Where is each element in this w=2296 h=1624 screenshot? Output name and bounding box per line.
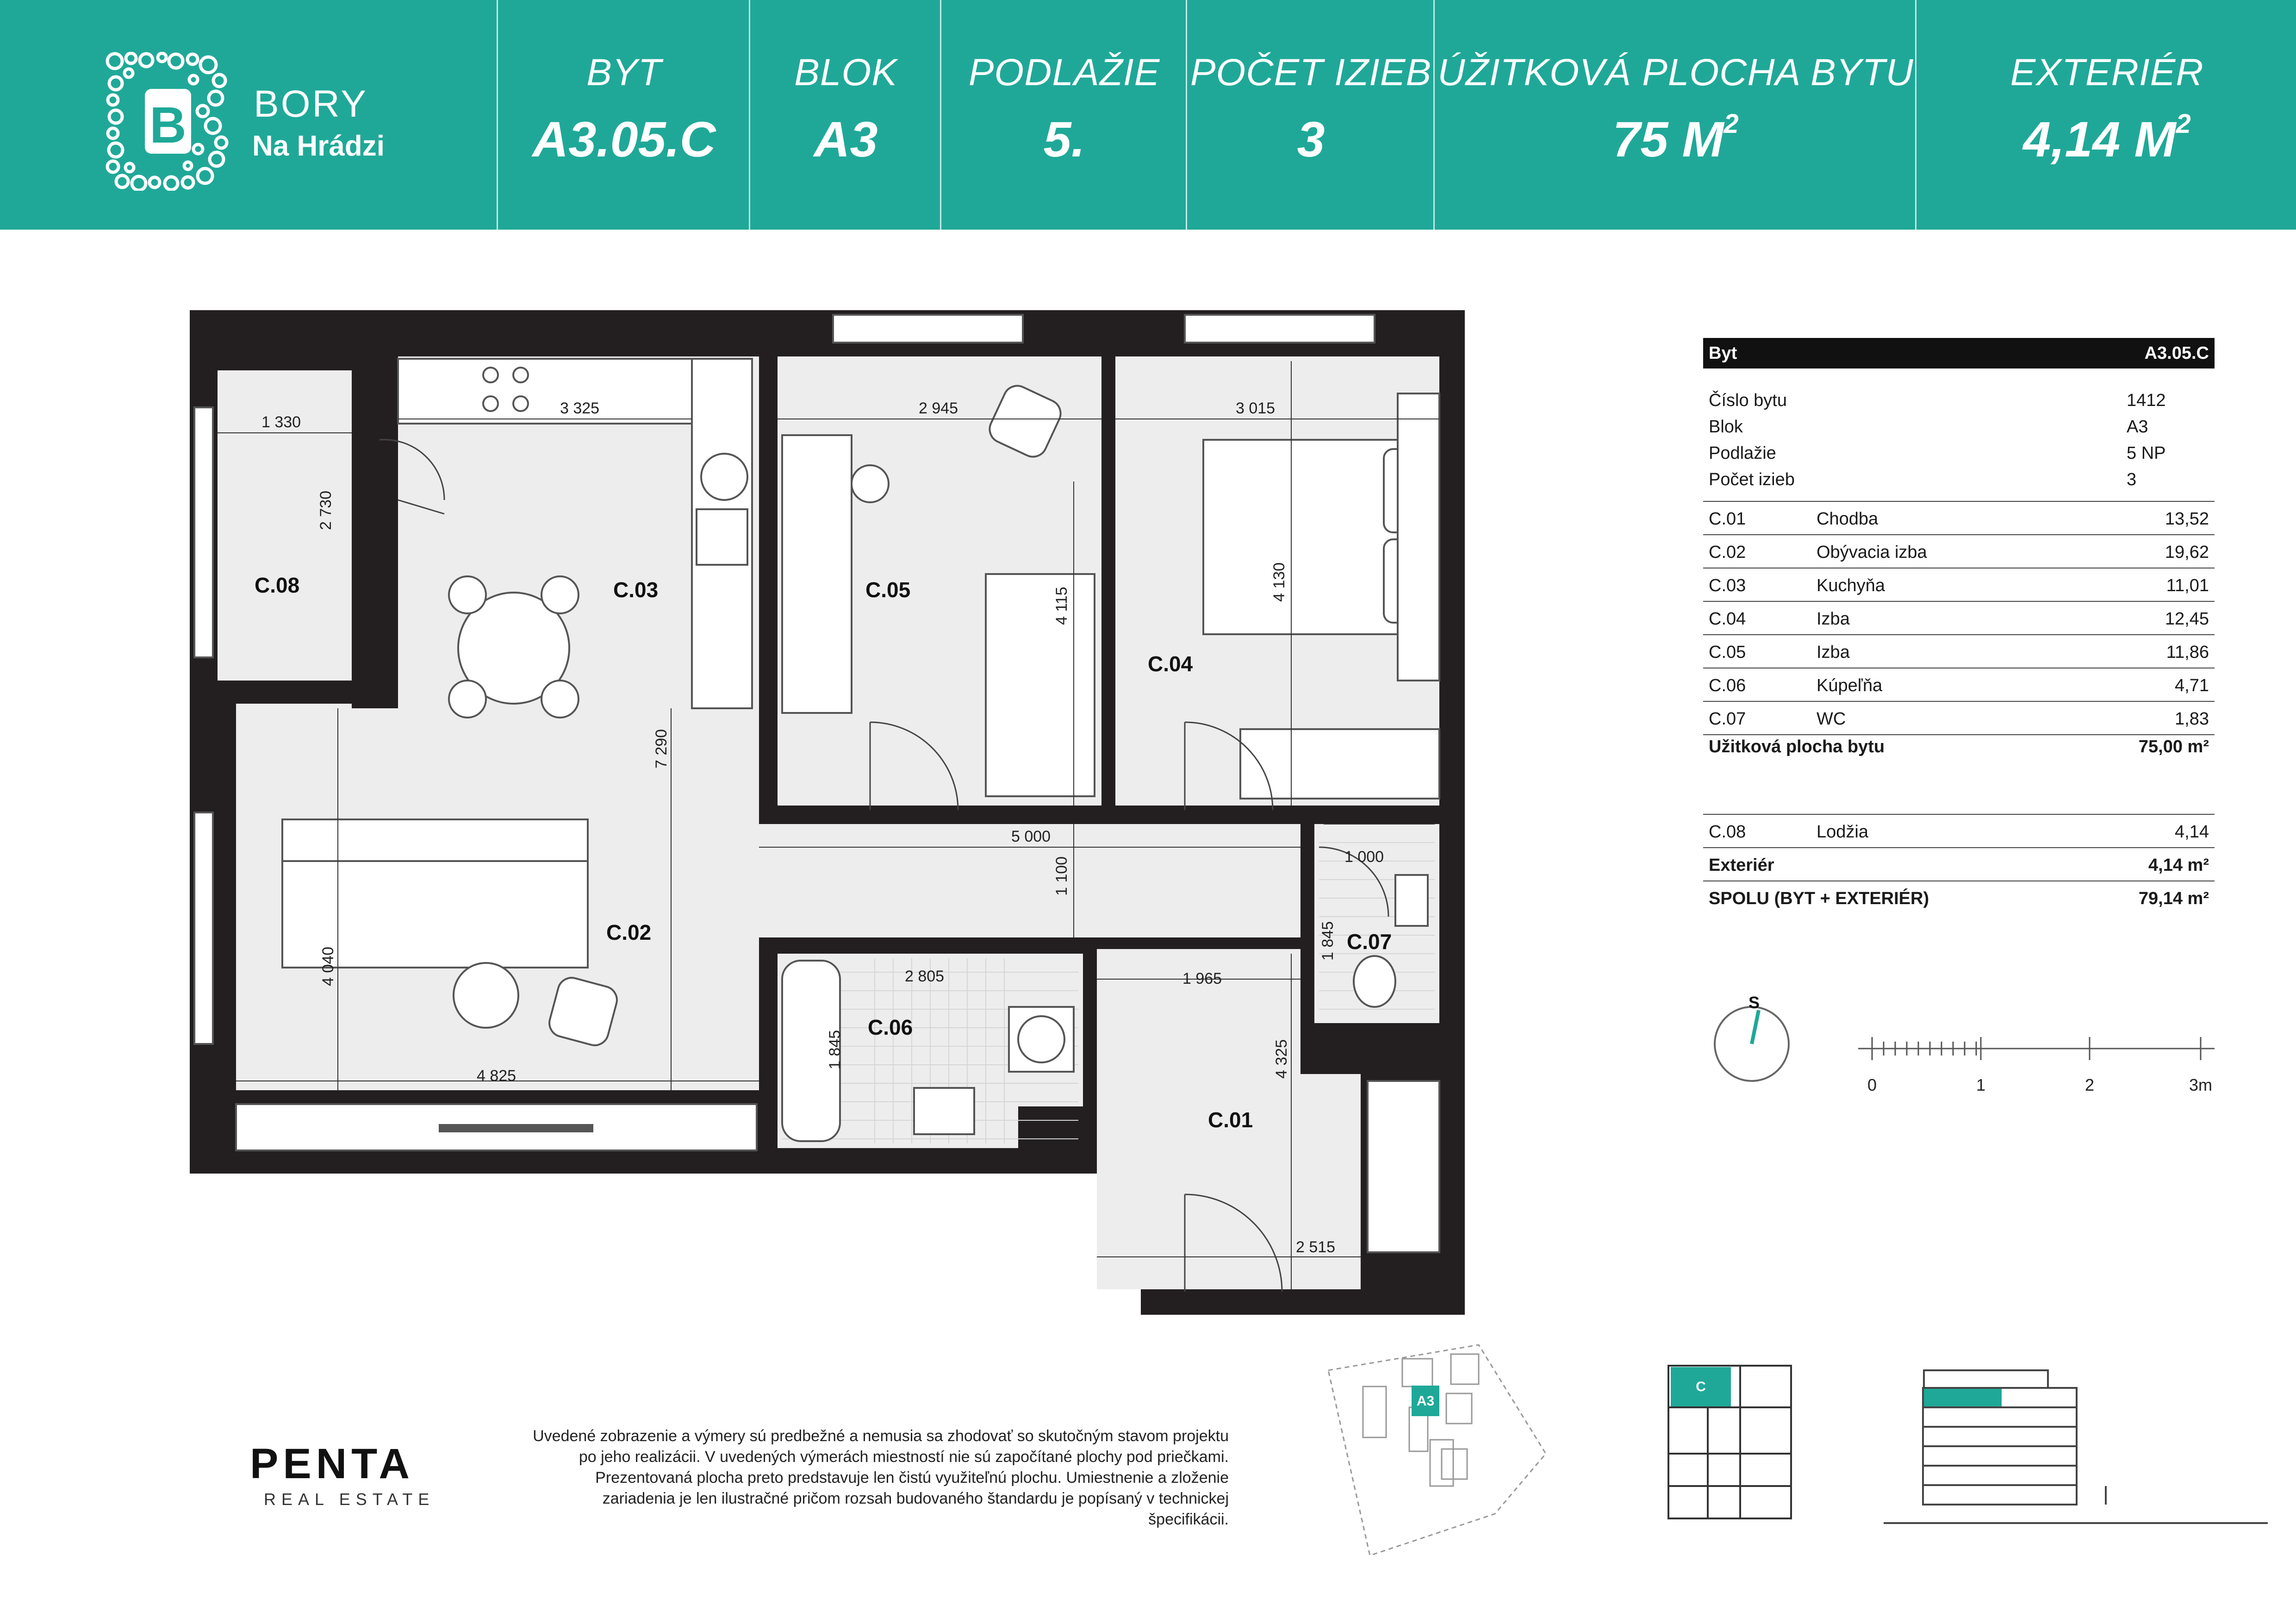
total-label: Užitková plocha bytu <box>1709 737 1885 756</box>
header-label: ÚŽITKOVÁ PLOCHA BYTU <box>1437 51 1914 94</box>
exterior-value: 4,14 m² <box>2148 856 2209 875</box>
header-value: 75 $M^2$ <box>1612 109 1739 167</box>
room-label-c06: C.06 <box>868 1015 913 1039</box>
room-name: Kúpeľňa <box>1817 676 1883 695</box>
room-label-c02: C.02 <box>606 920 652 944</box>
detail-label: Číslo bytu <box>1709 391 1787 410</box>
dimension-label: 1 965 <box>1182 970 1222 987</box>
apartment-info-table <box>1703 338 2215 914</box>
room-area: 11,01 <box>2166 576 2209 595</box>
exterior-total-row <box>1703 848 2215 881</box>
room-label-c03: C.03 <box>613 578 659 602</box>
compass-icon <box>1715 1007 1789 1081</box>
dimension-label: 4 115 <box>1053 587 1070 625</box>
room-area: 19,62 <box>2165 543 2209 562</box>
penta-logo-subtitle: REAL ESTATE <box>264 1490 435 1509</box>
washbasin-icon <box>914 1088 974 1134</box>
room-code: C.07 <box>1709 709 1746 729</box>
room-code: C.04 <box>1709 609 1746 629</box>
room-row <box>1703 602 2215 635</box>
room-area: 4,71 <box>2175 676 2209 695</box>
scale-label: 0 <box>1867 1075 1877 1094</box>
svg-text:B: B <box>149 97 187 154</box>
info-title-value: A3.05.C <box>2144 344 2209 363</box>
room-label-c08: C.08 <box>255 573 300 597</box>
dimension-label: 5 000 <box>1011 828 1051 845</box>
dimension-label: 1 845 <box>826 1030 844 1069</box>
room-name: Obývacia izba <box>1817 543 1927 562</box>
dimension-label: 1 100 <box>1053 856 1070 896</box>
room-name: Kuchyňa <box>1817 576 1885 595</box>
dimension-label: 4 825 <box>477 1067 516 1085</box>
sink-icon <box>701 454 747 500</box>
dimension-label: 2 730 <box>317 490 335 530</box>
detail-row <box>1703 466 2215 493</box>
site-keyplan <box>1328 1345 1546 1555</box>
desk <box>782 435 852 713</box>
dimension-label: 4 040 <box>319 946 337 986</box>
room-row <box>1703 568 2215 602</box>
detail-value: A3 <box>2127 417 2148 437</box>
logo-title: BORY <box>254 83 368 125</box>
logo-subtitle: Na Hrádzi <box>252 130 385 162</box>
scale-label: 2 <box>2084 1075 2095 1094</box>
room-area: 1,83 <box>2175 709 2209 729</box>
bed-single <box>986 574 1095 796</box>
dimension-label: 1 000 <box>1344 848 1384 866</box>
room-name: WC <box>1817 709 1846 729</box>
room-code: C.02 <box>1709 543 1746 562</box>
kitchen-counter <box>398 359 692 424</box>
scale-label: 3m <box>2189 1075 2213 1094</box>
dimension-label: 1 330 <box>261 413 301 431</box>
dimension-label: 2 805 <box>905 968 945 985</box>
room-row <box>1703 635 2215 668</box>
header-value: 5. <box>1043 111 1085 167</box>
dimension-label: 2 945 <box>919 400 958 417</box>
header-value: A3.05.C <box>532 111 716 167</box>
wc-sink-icon <box>1395 875 1428 926</box>
room-label-c05: C.05 <box>865 578 911 602</box>
room-row <box>1703 668 2215 702</box>
room-name: Chodba <box>1817 509 1879 529</box>
room-area: 4,14 <box>2175 822 2209 842</box>
room-row <box>1703 502 2215 535</box>
toilet-icon <box>1354 956 1395 1007</box>
header-label: EXTERIÉR <box>2010 51 2204 94</box>
room-name: Lodžia <box>1817 822 1868 842</box>
header-value: A3 <box>814 111 878 167</box>
room-label-c04: C.04 <box>1148 652 1193 676</box>
header-label: BYT <box>586 51 662 94</box>
dimension-label: 7 290 <box>653 729 670 768</box>
info-title: Byt <box>1709 344 1737 363</box>
grand-total-row <box>1703 881 2215 914</box>
room-label-c01: C.01 <box>1208 1108 1253 1132</box>
header-label: BLOK <box>794 51 897 94</box>
room-code: C.01 <box>1709 509 1746 529</box>
room-row <box>1703 702 2215 735</box>
detail-label: Blok <box>1709 417 1743 437</box>
penta-logo: PENTA <box>250 1440 414 1487</box>
dimension-label: 3 325 <box>560 400 600 417</box>
shoe-cabinet <box>1368 1081 1439 1252</box>
header-label: PODLAŽIE <box>968 51 1160 94</box>
detail-row <box>1703 440 2215 466</box>
dimension-label: 4 130 <box>1270 562 1288 602</box>
coffee-table <box>454 963 518 1028</box>
room-area: 13,52 <box>2165 509 2209 529</box>
keyplan-block-label: A3 <box>1416 1393 1435 1409</box>
dimension-label: 1 845 <box>1319 921 1337 961</box>
scale-bar <box>1858 1037 2215 1060</box>
info-header <box>1703 338 2215 369</box>
room-code: C.03 <box>1709 576 1746 595</box>
room-name: Izba <box>1817 609 1850 629</box>
room-code: C.05 <box>1709 643 1746 662</box>
detail-value: 3 <box>2127 470 2137 489</box>
compass-label: S <box>1748 993 1760 1012</box>
detail-row <box>1703 413 2215 440</box>
detail-label: Podlažie <box>1709 443 1776 463</box>
dimension-label: 3 015 <box>1236 400 1276 417</box>
room-name: Izba <box>1817 643 1850 662</box>
dimension-label: 4 325 <box>1273 1039 1290 1079</box>
room-code: C.08 <box>1709 822 1746 842</box>
exterior-label: Exteriér <box>1709 856 1774 875</box>
disclaimer-text: Uvedené zobrazenie a výmery sú predbežné a nemusia sa zhodovať so skutočným stavom projektu po jeho realizácii. V uvedených výmerách miestností nie sú započítané plochy pod priečkami. Prezentovaná plocha preto predstavuje len čistú využiteľnú plochu. Umiestnenie a zloženie zariadenia je len ilustračné pričom rozsah budovaného štandardu je popísaný v technickej špecifikácii. <box>533 1427 1229 1528</box>
room-label-c07: C.07 <box>1347 930 1392 954</box>
room-code: C.06 <box>1709 676 1746 695</box>
keyplan-section-label: C <box>1696 1379 1706 1394</box>
scale-label: 1 <box>1976 1075 1986 1094</box>
section-floor-highlight <box>1924 1389 2002 1406</box>
grand-total-label: SPOLU (BYT + EXTERIÉR) <box>1709 889 1929 908</box>
header-value: 3 <box>1297 111 1325 167</box>
detail-label: Počet izieb <box>1709 470 1795 489</box>
detail-value: 1412 <box>2127 391 2166 410</box>
grand-total-value: 79,14 m² <box>2138 889 2209 908</box>
header-label: POČET IZIEB <box>1190 51 1432 94</box>
dimension-label: 2 515 <box>1296 1238 1336 1256</box>
room-area: 11,86 <box>2166 643 2209 662</box>
header-value: 4,14 $M^2$ <box>2023 109 2191 167</box>
exterior-room-row <box>1703 815 2215 848</box>
total-value: 75,00 m² <box>2138 737 2209 756</box>
detail-value: 5 NP <box>2127 443 2166 463</box>
detail-row <box>1703 387 2215 413</box>
room-row <box>1703 535 2215 568</box>
total-row <box>1703 735 2215 768</box>
room-area: 12,45 <box>2165 609 2209 629</box>
